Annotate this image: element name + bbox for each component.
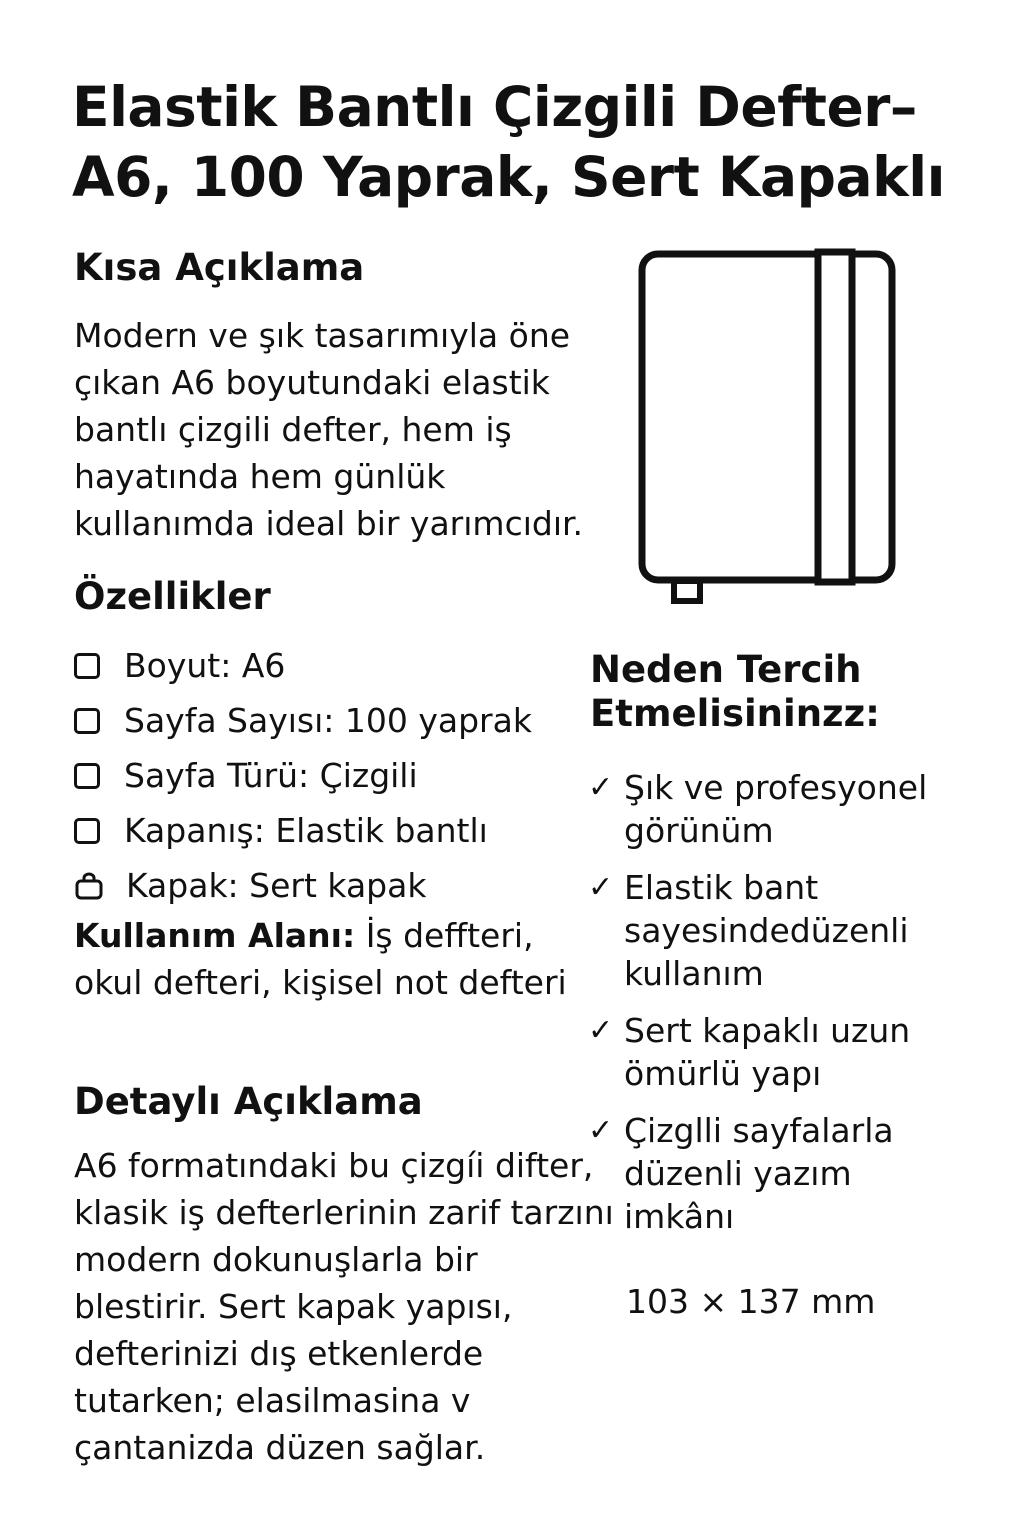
feature-text: Kapak: Sert kapak: [126, 866, 427, 905]
benefits-list: [588, 766, 948, 1252]
feature-text: Kapanış: Elastik bantlı: [124, 811, 488, 850]
check-icon: ✓: [588, 770, 614, 805]
check-icon: ✓: [588, 1113, 614, 1148]
feature-text: Sayfa Türü: Çizgili: [124, 756, 418, 795]
features-heading: Özellikler: [74, 575, 271, 618]
notebook-icon: [636, 248, 898, 606]
benefit-item: [588, 766, 948, 852]
check-icon: ✓: [588, 1013, 614, 1048]
feature-item-size: [74, 638, 532, 693]
checkbox-icon: [74, 763, 100, 789]
feature-item-page-count: [74, 693, 532, 748]
detailed-description-heading: Detaylı Açıklama: [74, 1080, 423, 1123]
checkbox-icon: [74, 818, 100, 844]
usage-area: [74, 912, 594, 1006]
features-list: [74, 638, 532, 913]
bag-icon: [74, 871, 104, 901]
benefit-item: [588, 866, 948, 995]
feature-item-cover: [74, 858, 532, 913]
checkbox-icon: [74, 653, 100, 679]
benefit-text: Şık ve profesyonel görünüm: [624, 768, 928, 850]
checkbox-icon: [74, 708, 100, 734]
usage-label: Kullanım Alanı:: [74, 916, 356, 955]
short-description-text: Modern ve şık tasarımıyla öne çıkan A6 boyutundaki elastik bantlı çizgili defter, hem iş hayatında hem günlük kullanımda ideal bir yarımcıdır.: [74, 316, 584, 543]
benefit-text: Çizglli sayfalarla düzenli yazım imkânı: [624, 1111, 894, 1236]
page-title: Elastik Bantlı Çizgili Defter– A6, 100 Yaprak, Sert Kapaklı: [72, 75, 945, 209]
why-choose-heading: Neden Tercih Etmelisininzz:: [590, 648, 880, 735]
dimensions-text: 103 × 137 mm: [626, 1282, 876, 1321]
feature-item-closure: [74, 803, 532, 858]
short-description-heading: Kısa Açıklama: [74, 246, 365, 289]
feature-text: Sayfa Sayısı: 100 yaprak: [124, 701, 532, 740]
benefit-text: Elastik bant sayesindedüzenli kullanım: [624, 868, 909, 993]
benefit-item: [588, 1009, 948, 1095]
check-icon: ✓: [588, 870, 614, 905]
benefit-text: Sert kapaklı uzun ömürlü yapı: [624, 1011, 911, 1093]
usage-text: İş deffteri, okul defteri, kişisel not defteri: [74, 916, 567, 1002]
benefit-item: [588, 1109, 948, 1238]
detailed-description-text: A6 formatındaki bu çizgíi difter, klasik iş defterlerinin zarif tarzını modern dokunuşlarla bir blestirir. Sert kapak yapısı, defterinizi dış etkenlerde tutarken; elasilmasina v çantanizda düzen sağlar.: [74, 1146, 614, 1467]
feature-item-page-type: [74, 748, 532, 803]
feature-text: Boyut: A6: [124, 646, 286, 685]
